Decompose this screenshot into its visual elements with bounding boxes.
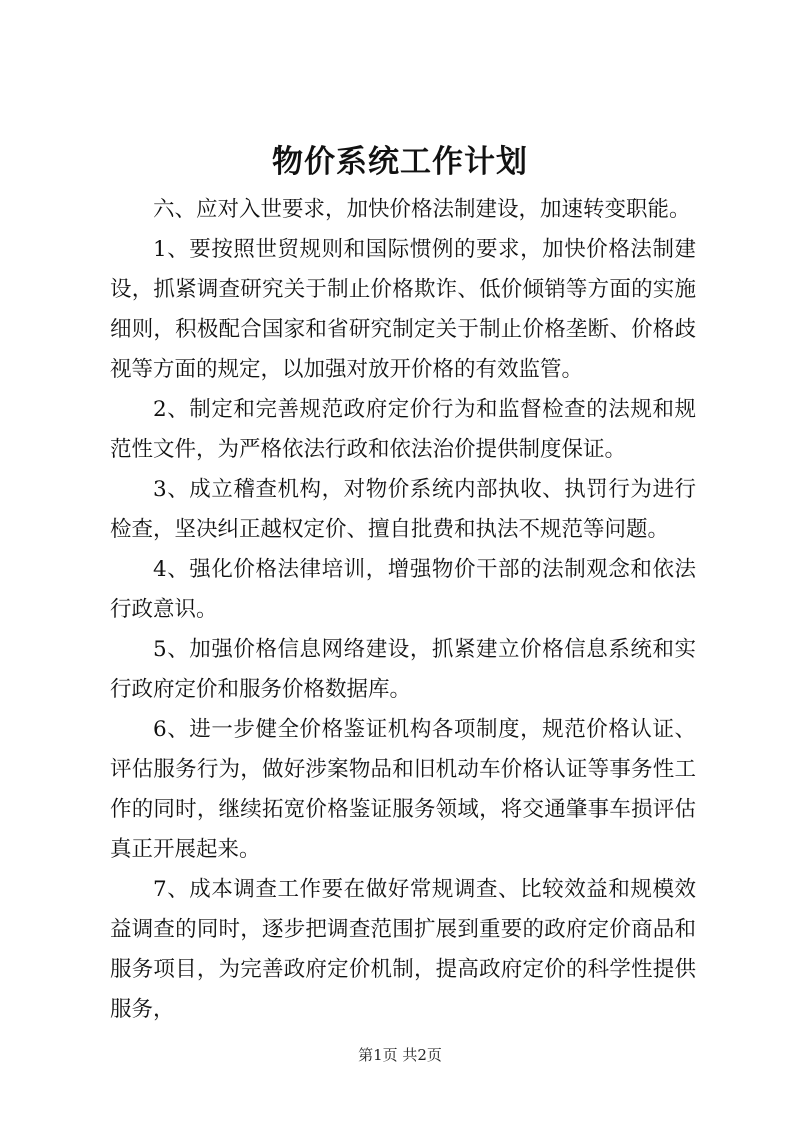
paragraph-item-1: 1、要按照世贸规则和国际惯例的要求，加快价格法制建设，抓紧调查研究关于制止价格欺诈、低价倾销等方面的实施细则，积极配合国家和省研究制定关于制止价格垄断、价格歧视等方面的规定，以加强对放开价格的有效监管。	[110, 237, 696, 382]
paragraph-item-3: 3、成立稽查机构，对物价系统内部执收、执罚行为进行检查，坚决纠正越权定价、擅自批费和执法不规范等问题。	[110, 477, 696, 542]
paragraph-item-6: 6、进一步健全价格鉴证机构各项制度，规范价格认证、评估服务行为，做好涉案物品和旧机动车价格认证等事务性工作的同时，继续拓宽价格鉴证服务领域，将交通肇事车损评估真正开展起来。	[110, 717, 696, 862]
paragraph-item-4: 4、强化价格法律培训，增强物价干部的法制观念和依法行政意识。	[110, 557, 696, 622]
page-indicator: 第1页 共2页	[358, 1046, 442, 1064]
paragraph-item-5: 5、加强价格信息网络建设，抓紧建立价格信息系统和实行政府定价和服务价格数据库。	[110, 637, 696, 702]
paragraph-item-7: 7、成本调查工作要在做好常规调查、比较效益和规模效益调查的同时，逐步把调查范围扩展到重要的政府定价商品和服务项目，为完善政府定价机制，提高政府定价的科学性提供服务，	[110, 877, 696, 1022]
document-body	[110, 190, 696, 1030]
document-title: 物价系统工作计划	[272, 144, 528, 180]
paragraph-section-6-heading: 六、应对入世要求，加快价格法制建设，加速转变职能。	[153, 197, 691, 222]
paragraph-item-2: 2、制定和完善规范政府定价行为和监督检查的法规和规范性文件，为严格依法行政和依法治价提供制度保证。	[110, 397, 696, 462]
